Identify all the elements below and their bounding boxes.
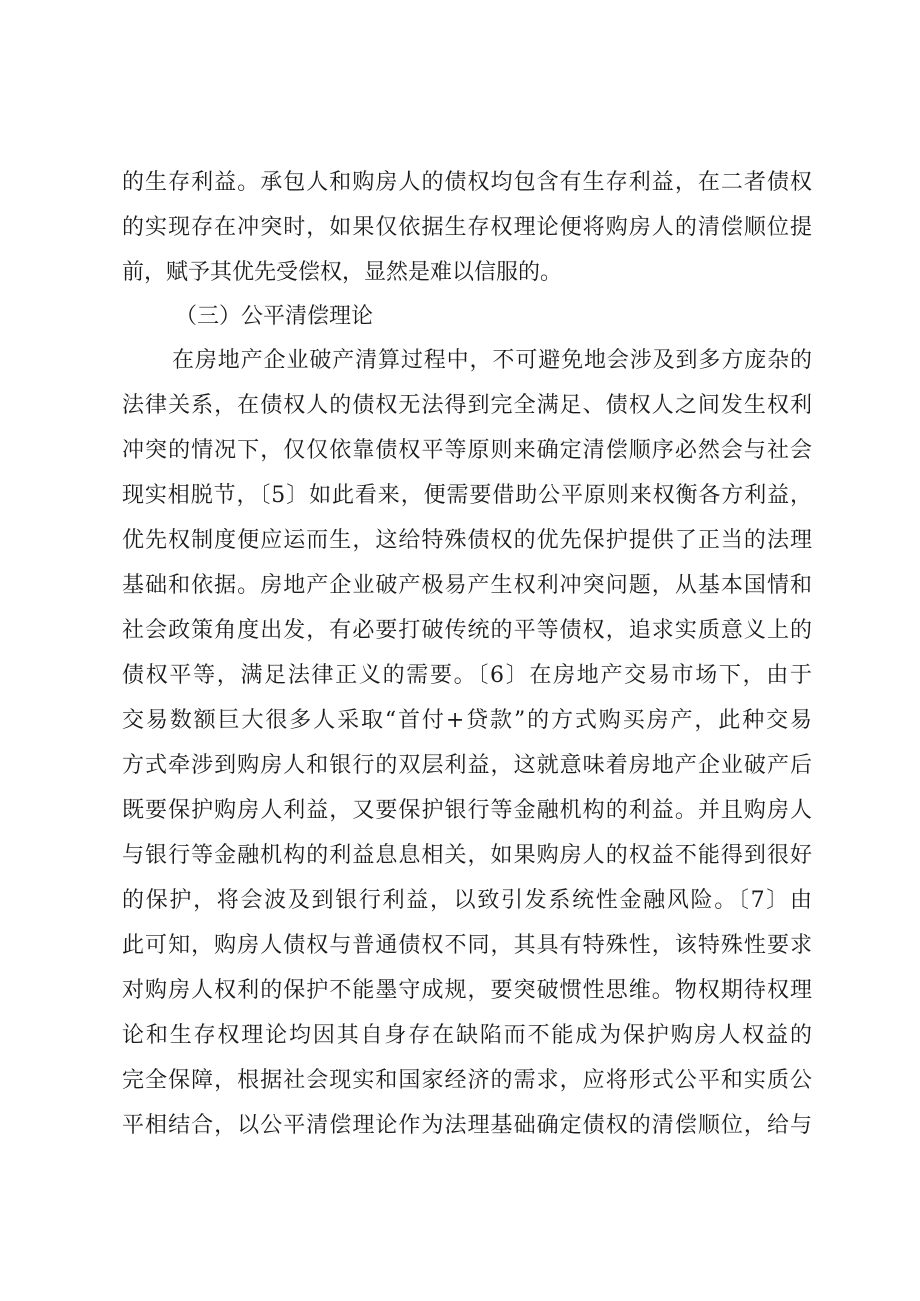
- body-line-19: 对购房人权利的保护不能墨守成规，要突破惯性思维。物权期待权理: [122, 978, 812, 1003]
- body-line-22: 平相结合，以公平清偿理论作为法理基础确定债权的清偿顺位，给与: [122, 1113, 812, 1138]
- body-line-2: 的实现存在冲突时，如果仅依据生存权理论便将购房人的清偿顺位提: [122, 215, 812, 240]
- body-line-8: 现实相脱节，〔5〕如此看来，便需要借助公平原则来权衡各方利益，: [122, 483, 812, 508]
- body-line-17: 的保护，将会波及到银行利益，以致引发系统性金融风险。〔7〕由: [122, 888, 812, 913]
- body-line-7: 冲突的情况下，仅仅依靠债权平等原则来确定清偿顺序必然会与社会: [122, 438, 812, 463]
- body-line-18: 此可知，购房人债权与普通债权不同，其具有特殊性，该特殊性要求: [122, 933, 812, 958]
- body-line-10: 基础和依据。房地产企业破产极易产生权利冲突问题，从基本国情和: [122, 573, 812, 598]
- body-line-9: 优先权制度便应运而生，这给特殊债权的优先保护提供了正当的法理: [122, 528, 812, 553]
- body-line-11: 社会政策角度出发，有必要打破传统的平等债权，追求实质意义上的: [122, 618, 812, 643]
- body-line-15: 既要保护购房人利益，又要保护银行等金融机构的利益。并且购房人: [122, 798, 812, 823]
- body-line-1: 的生存利益。承包人和购房人的债权均包含有生存利益，在二者债权: [122, 170, 812, 195]
- body-line-3: 前，赋予其优先受偿权，显然是难以信服的。: [122, 260, 563, 285]
- body-line-13: 交易数额巨大很多人采取“首付+贷款”的方式购买房产，此种交易: [122, 708, 812, 733]
- body-line-16: 与银行等金融机构的利益息息相关，如果购房人的权益不能得到很好: [122, 843, 812, 868]
- body-line-5: 在房地产企业破产清算过程中，不可避免地会涉及到多方庞杂的: [172, 348, 812, 373]
- body-line-6: 法律关系，在债权人的债权无法得到完全满足、债权人之间发生权利: [122, 393, 812, 418]
- section-heading: （三）公平清偿理论: [175, 304, 374, 329]
- body-line-20: 论和生存权理论均因其自身存在缺陷而不能成为保护购房人权益的: [122, 1023, 812, 1048]
- body-line-14: 方式牵涉到购房人和银行的双层利益，这就意味着房地产企业破产后: [122, 753, 812, 778]
- body-line-12: 债权平等，满足法律正义的需要。〔6〕在房地产交易市场下，由于: [122, 663, 812, 688]
- body-line-21: 完全保障，根据社会现实和国家经济的需求，应将形式公平和实质公: [122, 1068, 812, 1093]
